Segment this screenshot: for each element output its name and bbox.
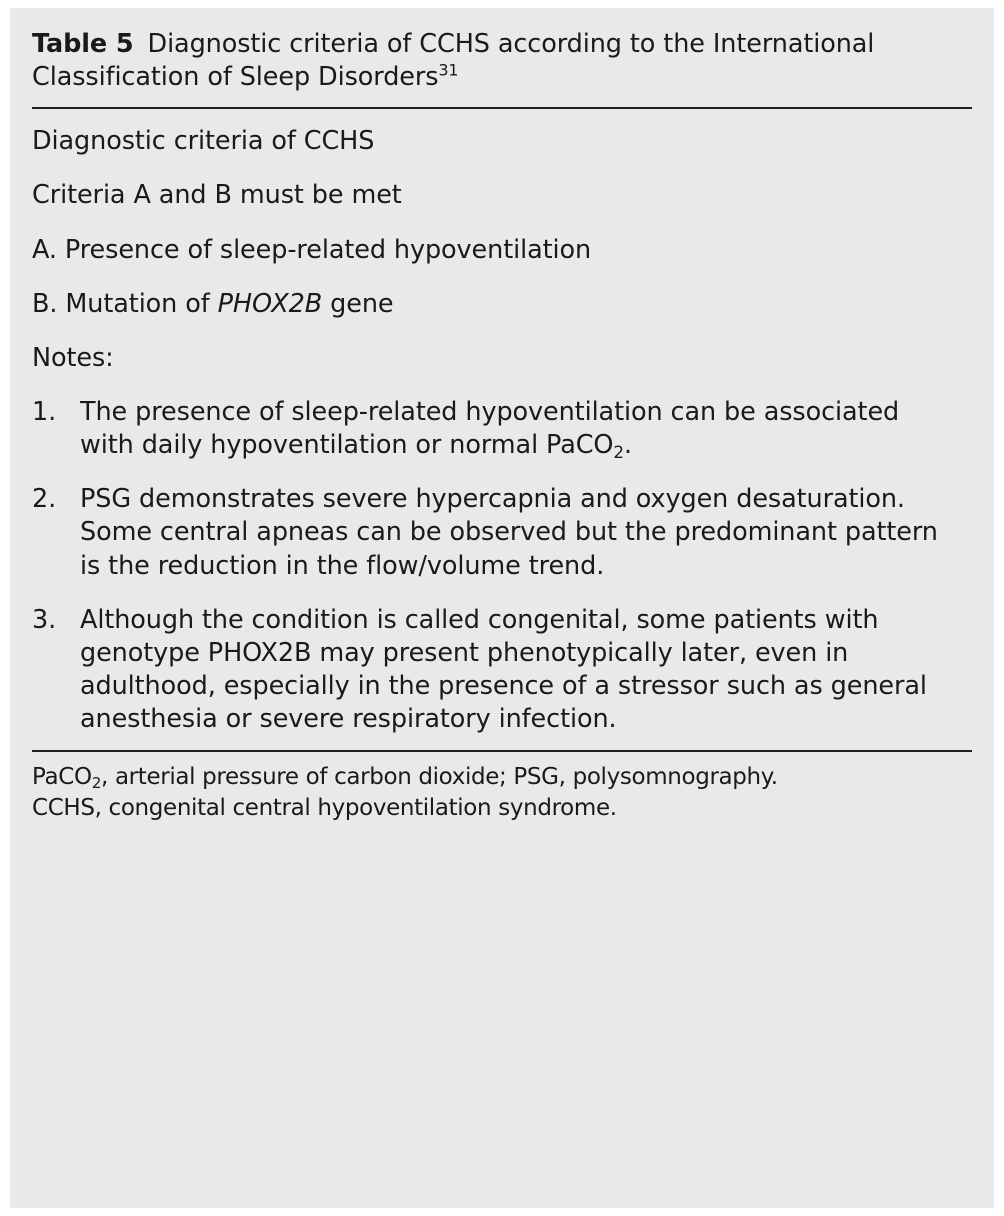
list-item-number: 2.	[32, 484, 57, 515]
table-container	[10, 8, 994, 1208]
table-row: A. Presence of sleep-related hypoventilation	[32, 234, 592, 265]
table-footnote	[32, 752, 972, 823]
footnote-line-1	[32, 762, 972, 792]
footnote-line-2: CCHS, congenital central hypoventilation syndrome.	[32, 794, 617, 821]
list-item-text	[80, 396, 972, 462]
table-row	[32, 288, 972, 321]
list-item-text: PSG demonstrates severe hypercapnia and oxygen desaturation. Some central apneas can be observed but the predominant pattern is the reduction in the flow/volume trend.	[80, 484, 938, 581]
table-body	[32, 109, 972, 736]
footnote-definition: , arterial pressure of carbon dioxide; PSG, polysomnography.	[101, 764, 778, 791]
table-label: Table 5	[32, 29, 134, 59]
note-text-pre: The presence of sleep-related hypoventilation can be associated with daily hypoventilation or normal PaCO	[80, 396, 900, 461]
list-item-number: 1.	[32, 396, 57, 427]
list-item-number: 3.	[32, 604, 57, 635]
criterion-b-prefix: B. Mutation of	[32, 288, 218, 319]
criterion-b-suffix: gene	[322, 288, 394, 319]
table-caption	[32, 8, 972, 107]
table-caption-text: Diagnostic criteria of CCHS according to the International Classification of Sleep Disorders	[32, 29, 875, 92]
footnote-subscript: 2	[91, 774, 102, 793]
note-subscript: 2	[613, 441, 625, 462]
list-item-text: Although the condition is called congenital, some patients with genotype PHOX2B may present phenotypically later, even in adulthood, especially in the presence of a stressor such as general anesthesia or severe respiratory infection.	[80, 604, 927, 735]
footnote-abbrev: PaCO	[32, 764, 92, 791]
notes-heading: Notes:	[32, 342, 114, 373]
table-row: Criteria A and B must be met	[32, 180, 402, 211]
gene-name: PHOX2B	[217, 288, 323, 319]
list-item	[32, 604, 972, 737]
table-row: Diagnostic criteria of CCHS	[32, 126, 375, 157]
list-item	[32, 483, 972, 582]
caption-reference: 31	[438, 60, 459, 80]
note-text-post: .	[624, 430, 633, 461]
list-item	[32, 396, 972, 462]
